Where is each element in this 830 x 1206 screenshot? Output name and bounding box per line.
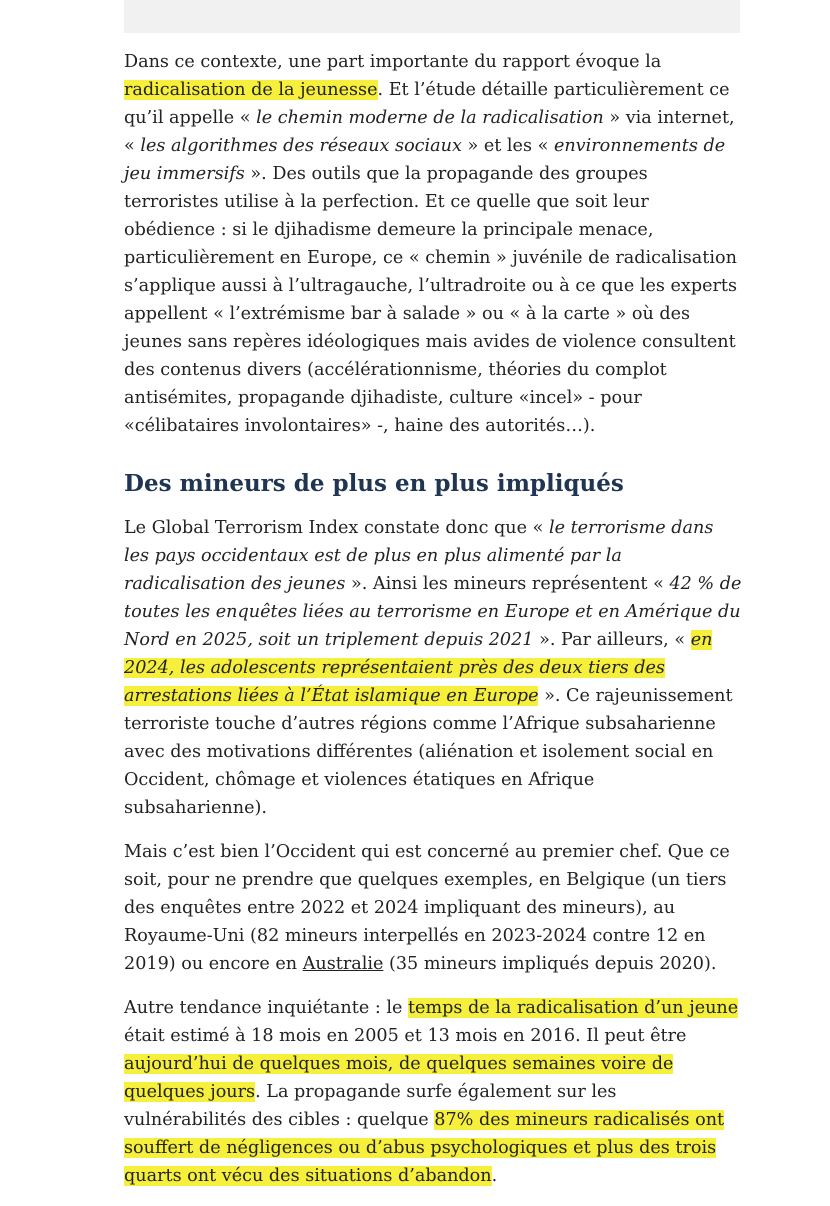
- highlight: 87% des mineurs radicalisés ont souffert de négligences ou d’abus psychologiques et plus des trois quarts ont vécu des situations d’abandon: [124, 1110, 725, 1186]
- quote: 42 % de toutes les enquêtes liées au terrorisme en Europe et en Amérique du Nord en 2025, soit un triplement depuis 2021: [124, 574, 742, 650]
- quote: le terrorisme dans les pays occidentaux est de plus en plus alimenté par la radicalisation des jeunes: [124, 518, 714, 594]
- text: ». Par ailleurs, «: [533, 630, 691, 650]
- text: était estimé à 18 mois en 2005 et 13 mois en 2016. Il peut être: [124, 1026, 687, 1046]
- article-body: [124, 48, 742, 1206]
- paragraph-tendance: [124, 994, 742, 1190]
- media-placeholder: [124, 0, 740, 33]
- highlight: aujourd’hui de quelques mois, de quelques semaines voire de quelques jours: [124, 1054, 674, 1102]
- text: . La propagande surfe également sur les vulnérabilités des cibles : quelque: [124, 1082, 617, 1130]
- text: » via internet, «: [124, 108, 735, 156]
- text: » et les «: [461, 136, 554, 156]
- paragraph-occident: [124, 838, 742, 978]
- text: Le Global Terrorism Index constate donc que «: [124, 518, 549, 538]
- australie-link[interactable]: Australie: [302, 954, 384, 974]
- quote: le chemin moderne de la radicalisation: [256, 108, 604, 128]
- text: ». Des outils que la propagande des groupes terroristes utilise à la perfection. Et ce quelle que soit leur obédience : si le djihadisme demeure la principale menace, particulièrement en Europe, ce « chemin » juvénile de radicalisation s’applique aussi à l’ultragauche, l’ultradroite ou à ce que les experts appellent « l’extrémisme bar à salade » ou « à la carte » où des jeunes sans repères idéologiques mais avides de violence consultent des contenus divers (accélérationnisme, théories du complot antisémites, propagande djihadiste, culture «incel» - pour «célibataires involontaires» -, haine des autorités…).: [124, 164, 738, 436]
- paragraph-global-terrorism-index: [124, 514, 742, 822]
- quote: en 2024, les adolescents représentaient près des deux tiers des arrestations liées à l’État islamique en Europe: [124, 630, 713, 706]
- quote: les algorithmes des réseaux sociaux: [140, 136, 462, 156]
- text: (35 mineurs impliqués depuis 2020).: [383, 954, 717, 974]
- text: Autre tendance inquiétante : le: [124, 998, 408, 1018]
- text: .: [491, 1166, 498, 1186]
- text: ». Ainsi les mineurs représentent «: [345, 574, 670, 594]
- text: Mais c’est bien l’Occident qui est concerné au premier chef. Que ce soit, pour ne prendre que quelques exemples, en Belgique (un tiers des enquêtes entre 2022 et 2024 impliquant des mineurs), au Royaume-Uni (82 mineurs interpellés en 2023-2024 contre 12 en 2019) ou encore en: [124, 842, 730, 974]
- text: . Et l’étude détaille particulièrement ce qu’il appelle «: [124, 80, 730, 128]
- paragraph-radicalisation: [124, 48, 742, 440]
- text: Dans ce contexte, une part importante du rapport évoque la: [124, 52, 662, 72]
- quote: environnements de jeu immersifs: [124, 136, 726, 184]
- highlight: temps de la radicalisation d’un jeune: [407, 998, 739, 1018]
- highlight: radicalisation de la jeunesse: [124, 80, 378, 100]
- text: ». Ce rajeunissement terroriste touche d’autres régions comme l’Afrique subsaharienne avec des motivations différentes (aliénation et isolement social en Occident, chômage et violences étatiques en Afrique subsaharienne).: [124, 686, 733, 818]
- section-heading: Des mineurs de plus en plus impliqués: [124, 470, 624, 497]
